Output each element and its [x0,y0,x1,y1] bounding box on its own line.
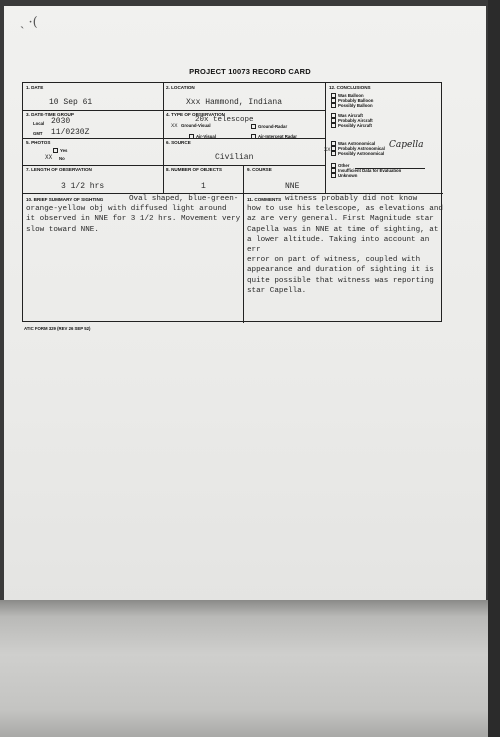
conclusion-option-label: Was Aircraft [338,113,363,118]
air-intercept-checkbox[interactable] [251,134,256,139]
course-value: NNE [285,182,300,191]
comments-line: Capella was in NNE at time of sighting, at [247,225,439,234]
obs-ground-radar: Ground-Radar [251,124,287,129]
comments-line: az are very general. First Magnitude star [247,215,434,224]
comments-line: error on part of witness, coupled with [247,256,421,265]
record-card-form [22,82,442,322]
margin-mark: ˎ ·( [20,15,38,30]
summary-label: 10. BRIEF SUMMARY OF SIGHTING [26,197,104,202]
summary-line: orange-yellow obj with diffused light around [26,205,227,214]
obs-type-typed: 20x telescope [195,116,254,124]
scan-edge [488,0,500,737]
conclusions-label: 12. CONCLUSIONS [329,85,371,90]
conclusion-option[interactable] [331,173,357,178]
conclusion-option-label: Was Astronomical [338,141,376,146]
conclusion-option-label: Probably Balloon [338,98,374,103]
comments-label: 11. COMMENTS [247,197,282,202]
conclusion-option-label: Possibly Balloon [338,103,373,108]
course-label: 9. COURSE [247,167,272,172]
photos-no: No [59,156,65,161]
comments-line: how to use his telescope, as elevations and [247,205,443,214]
conclusion-option-label: Possibly Astronomical [338,151,385,156]
conclusion-option-label: Other [338,163,350,168]
date-value: 10 Sep 61 [49,98,93,107]
summary-line: Oval shaped, blue-green- [129,195,239,203]
conclusion-option[interactable] [331,123,372,128]
length-label: 7. LENGTH OF OBSERVATION [26,167,92,172]
conclusion-option-label: Probably Astronomical [338,146,385,151]
comments-line: a lower altitude. Taking into account an err [247,235,430,255]
location-value: Xxx Hammond, Indiana [186,98,283,107]
conclusion-mark: XX [324,146,331,153]
source-label: 6. SOURCE [166,140,191,145]
summary-line: slow toward NNE. [26,225,99,234]
objects-value: 1 [201,182,206,191]
comments-line: quite possible that witness was reporting [247,276,434,285]
obs-mark: XX [171,122,178,129]
scan-background [0,600,500,737]
conclusion-option-label: Insufficient Data for Evaluation [338,168,402,173]
summary-line: it observed in NNE for 3 1/2 hrs. Movement very [26,215,241,224]
dtg-label: 3. DATE-TIME GROUP [26,112,74,117]
conclusion-option[interactable] [331,151,384,156]
conclusion-checkbox[interactable] [331,173,336,178]
gmt-label: GMT [33,131,43,136]
source-value: Civilian [215,153,254,162]
photos-label: 5. PHOTOS [26,140,51,145]
conclusion-option-label: Probably Aircraft [338,118,373,123]
comments-line: appearance and duration of sighting it is [247,266,434,275]
length-value: 3 1/2 hrs [61,182,105,191]
summary-text [26,194,242,235]
location-label: 2. LOCATION [166,85,195,90]
obs-air-intercept: Air-Intercept Radar [251,134,297,139]
obs-air-visual: Air-Visual [189,134,216,139]
ground-radar-checkbox[interactable] [251,124,256,129]
photos-mark: XX [45,154,53,161]
comments-line: star Capella. [247,286,307,295]
handwritten-conclusion: Capella [389,140,424,150]
conclusion-checkbox[interactable] [331,103,336,108]
date-label: 1. DATE [26,85,44,90]
photos-yes: Yes [53,148,67,153]
comments-line: witness probably did not know [285,195,418,203]
conclusion-option-label: Unknown [338,173,358,178]
conclusion-checkbox[interactable] [331,151,336,156]
conclusion-checkbox[interactable] [331,123,336,128]
gmt-value: 11/0230Z [51,128,90,137]
objects-label: 8. NUMBER OF OBJECTS [166,167,222,172]
local-value: 2030 [51,117,71,126]
photos-yes-checkbox[interactable] [53,148,58,153]
conclusion-option-label: Was Balloon [338,93,364,98]
obs-ground-visual: Ground-Visual [181,123,211,128]
form-footer: ATIC FORM 329 (REV 26 SEP 52) [24,326,91,331]
conclusion-option[interactable] [331,103,373,108]
form-title: PROJECT 10073 RECORD CARD [189,67,311,76]
local-label: Local [33,121,45,126]
obs-type-label: 4. TYPE OF OBSERVATION [166,112,225,117]
comments-text [247,194,443,296]
conclusion-option-label: Possibly Aircraft [338,123,372,128]
air-visual-checkbox[interactable] [189,134,194,139]
